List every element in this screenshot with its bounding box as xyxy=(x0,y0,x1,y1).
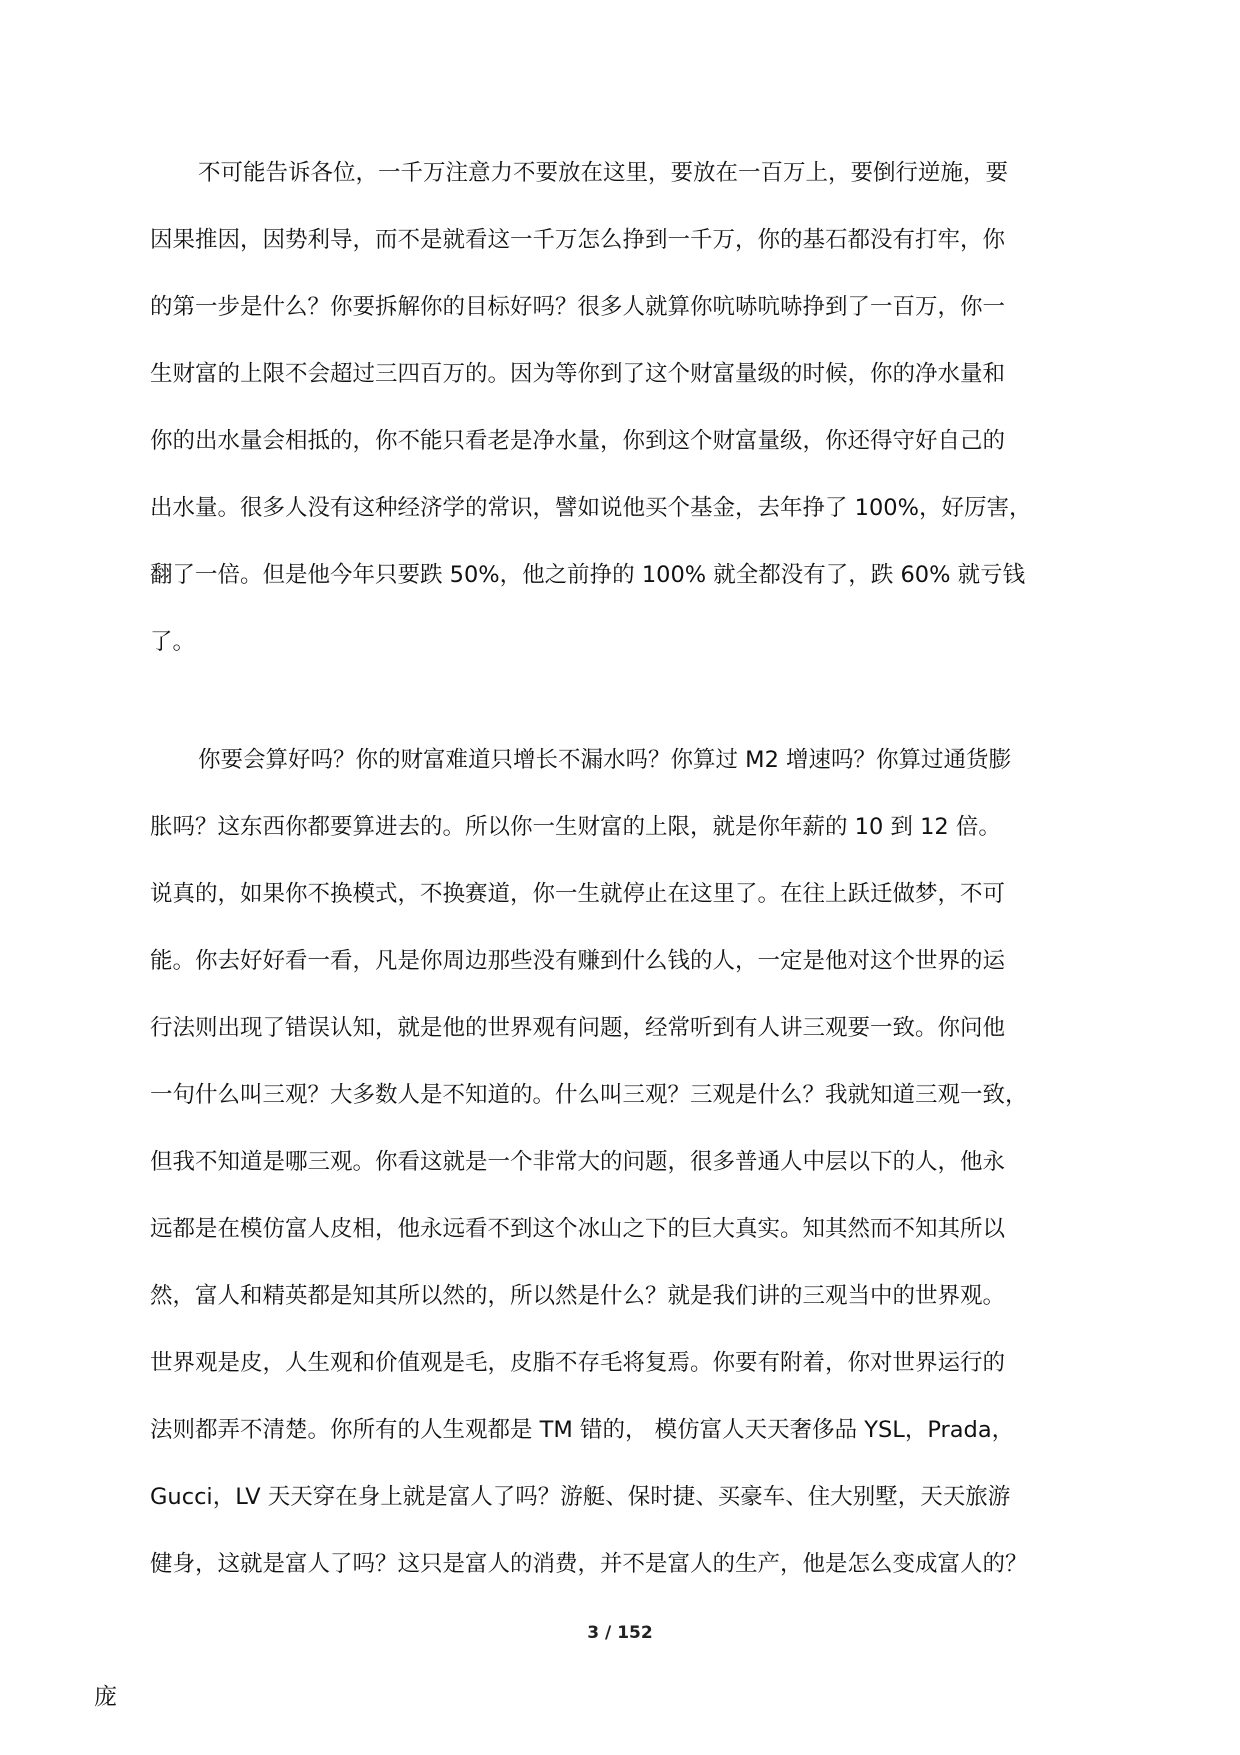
text-line: 胀吗？这东西你都要算进去的。所以你一生财富的上限，就是你年薪的 10 到 12 倍。 xyxy=(150,814,1001,840)
page-body xyxy=(150,140,1110,1598)
text-line: 翻了一倍。但是他今年只要跌 50%，他之前挣的 100% 就全都没有了，跌 60% 就亏钱 xyxy=(150,562,1026,588)
text-line: 然，富人和精英都是知其所以然的，所以然是什么？就是我们讲的三观当中的世界观。 xyxy=(150,1283,1006,1309)
text-line: 出水量。很多人没有这种经济学的常识，譬如说他买个基金，去年挣了 100%，好厉害， xyxy=(150,495,1032,521)
text-line: 世界观是皮，人生观和价值观是毛，皮脂不存毛将复焉。你要有附着，你对世界运行的 xyxy=(150,1350,1006,1376)
text-line: 远都是在模仿富人皮相，他永远看不到这个冰山之下的巨大真实。知其然而不知其所以 xyxy=(150,1216,1006,1242)
text-line: 行法则出现了错误认知，就是他的世界观有问题，经常听到有人讲三观要一致。你问他 xyxy=(150,1015,1006,1041)
text-line: 生财富的上限不会超过三四百万的。因为等你到了这个财富量级的时候，你的净水量和 xyxy=(150,361,1006,387)
text-line: 因果推因，因势利导，而不是就看这一千万怎么挣到一千万，你的基石都没有打牢，你 xyxy=(150,227,1006,253)
text-line: Gucci，LV 天天穿在身上就是富人了吗？游艇、保时捷、买豪车、住大别墅，天天旅游 xyxy=(150,1484,1011,1510)
page-current: 3 xyxy=(587,1623,600,1643)
stray-character: 庞 xyxy=(94,1684,117,1710)
text-line: 能。你去好好看一看，凡是你周边那些没有赚到什么钱的人，一定是他对这个世界的运 xyxy=(150,948,1006,974)
page-total: 152 xyxy=(617,1623,653,1643)
text-line: 但我不知道是哪三观。你看这就是一个非常大的问题，很多普通人中层以下的人，他永 xyxy=(150,1149,1006,1175)
text-line: 了。 xyxy=(150,629,196,655)
text-line: 健身，这就是富人了吗？这只是富人的消费，并不是富人的生产，他是怎么变成富人的？ xyxy=(150,1551,1028,1577)
text-line: 你的出水量会相抵的，你不能只看老是净水量，你到这个财富量级，你还得守好自己的 xyxy=(150,428,1006,454)
text-line: 不可能告诉各位，一千万注意力不要放在这里，要放在一百万上，要倒行逆施，要 xyxy=(198,160,1009,186)
text-line: 说真的，如果你不换模式，不换赛道，你一生就停止在这里了。在往上跃迁做梦，不可 xyxy=(150,881,1006,907)
page-number xyxy=(0,1623,1240,1643)
text-line: 一句什么叫三观？大多数人是不知道的。什么叫三观？三观是什么？我就知道三观一致， xyxy=(150,1082,1028,1108)
text-line: 的第一步是什么？你要拆解你的目标好吗？很多人就算你吭哧吭哧挣到了一百万，你一 xyxy=(150,294,1006,320)
text-line: 你要会算好吗？你的财富难道只增长不漏水吗？你算过 M2 增速吗？你算过通货膨 xyxy=(198,747,1012,773)
page-separator: / xyxy=(599,1623,618,1643)
paragraph-1 xyxy=(150,140,1110,676)
paragraph-2 xyxy=(150,727,1110,1598)
text-line: 法则都弄不清楚。你所有的人生观都是 TM 错的， 模仿富人天天奢侈品 YSL，Prada， xyxy=(150,1417,1015,1443)
